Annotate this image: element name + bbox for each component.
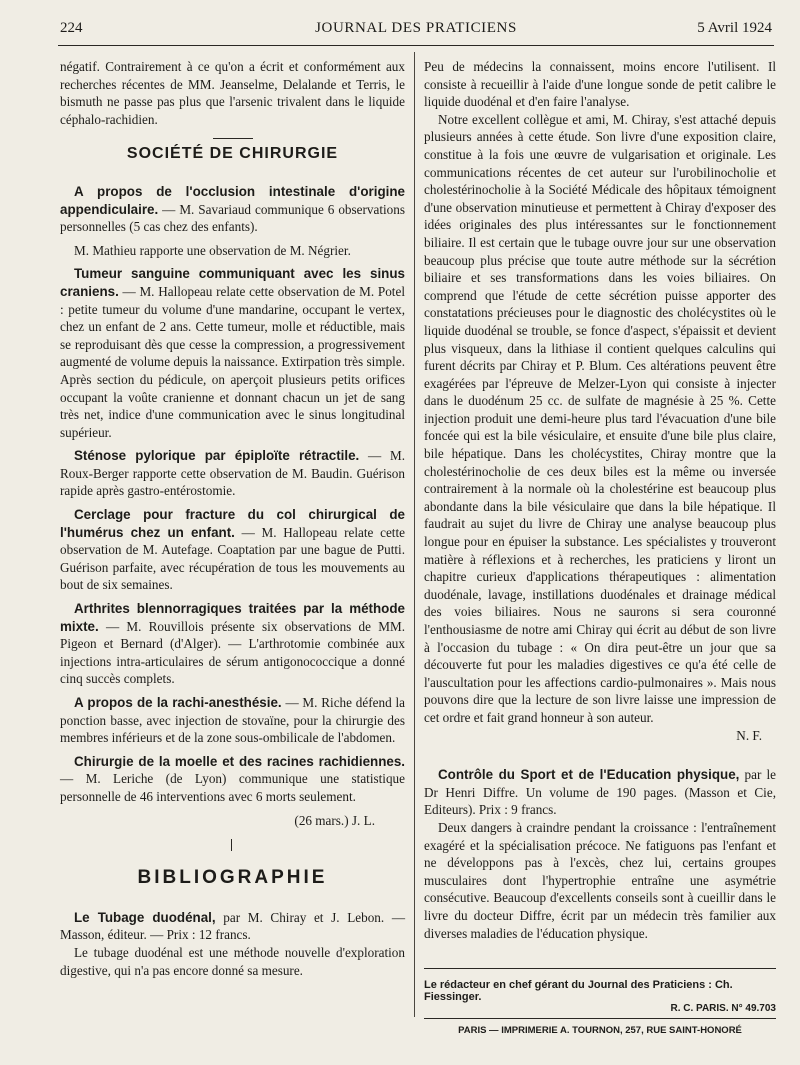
book-details: par le Dr Henri Diffre. Un volume de 190 pages. (Masson et Cie, Editeurs). Prix : 9 francs. — [424, 767, 776, 818]
book-review-text: Le tubage duodénal est une méthode nouvelle d'exploration digestive, qui n'a pas encore donné sa mesure. — [60, 944, 405, 978]
review-paragraph: Notre excellent collègue et ami, M. Chiray, s'est attaché depuis plusieurs années à cette étude. Son livre d'une exposition claire, constitue à la fois une œuvre de vulgarisation et originale. Les communications récentes de cet auteur sur l'urobilinocholie et cholestérinocholie à la Société Médicale des hôpitaux témoignent d'une observation minutieuse et permettent à Chiray d'exposer des idées originales des plus intéressantes sur le fonctionnement biliaire. Il est certain que le tubage ouvre jour sur une observation beaucoup plus précise que toute autre méthode sur la sécrétion biliaire et ses transformations dans les voies biliaires. On comprend que l'étude de cette sécrétion puisse apporter des constatations précieuses pour le diagnostic des cholécystites où le liquide duodénal se trouble, se fonce d'aspect, s'épaissit et devient plus visqueux, dans la lithiase il contient quelques calculins qui furent décrits par Chiray et P. Blum. Ces altérations peuvent être exagérées par l'épreuve de Melzer-Lyon qui consiste à injecter dans le duodénum 25 cc. de sulfate de magnésie à 25 %. Cette injection produit une demi-heure plus tard l'évacuation d'une bile foncée qui est la bile vésiculaire, et ensuite d'une bile plus claire, bile hépatique. Dans les cholécystites, Chiray montre que la cholestérinocholie de ces deux biles est la même ou inversée contrairement à la normale où la cholestérine est beaucoup plus abondante dans la bile vésiculaire que dans la bile hépatique. Il faudrait au sujet du livre de Chiray une analyse beaucoup plus longue pour en épuiser la substance. Les spécialistes y trouveront matière à réflexions et à recherches, les praticiens y liront un chapitre curieux d'applications thérapeutiques : alimentation duodénale, lavage, instillations duodénales et drainage médical des voies biliaires. Nous ne saurons si sera couronné l'enthousiasme de notre ami Chiray qui écrit au début de son livre à l'occasion du tubage : « On dira peut-être un jour que sa découverte fut pour les maladies digestives ce qu'a été celle de l'auscultation pour les affections cardio-pulmonaires ». Mais nous pouvons dire que la lecture de son livre laisse une impression de cet ordre et fait grand honneur à son auteur. — [424, 111, 776, 725]
item-title: Tumeur sanguine communiquant avec les sinus craniens. — [60, 266, 405, 299]
item-text: M. Mathieu rapporte une observation de M. Négrier. — [74, 242, 351, 258]
society-item — [60, 753, 405, 806]
book-title: Contrôle du Sport et de l'Education physique, — [438, 767, 740, 783]
book-entry — [424, 766, 776, 819]
item-text: — M. Savariaud communique 6 observations personnelles (5 cas chez des enfants). — [60, 201, 405, 235]
registration-line: R. C. PARIS. N° 49.703 — [670, 1003, 776, 1014]
item-title: A propos de l'occlusion intestinale d'origine appendiculaire. — [60, 183, 405, 217]
review-paragraph: Peu de médecins la connaissent, moins encore l'utilisent. Il consiste à recueillir à l'aide d'une longue sonde de petit calibre le liquide duodénal et d'en faire l'analyse. — [424, 59, 776, 110]
book-title: Le Tubage duodénal, — [74, 909, 216, 925]
section-rule — [213, 138, 253, 139]
book-review-text: Deux dangers à craindre pendant la croissance : l'entraînement exagéré et la spécialisation précoce. Ne fatiguons pas l'enfant et ne développons pas à l'excès, chez lui, certains groupes musculaires dont l'hypertrophie entraîne une asymétrie consécutive. Beaucoup d'excellents conseils sont à cueillir dans le livre du docteur Diffre, écrit par un médecin très familier aux diverses maladies de l'éducation physique. — [424, 819, 776, 941]
item-title: Arthrites blennorragiques traitées par la méthode mixte. — [60, 601, 405, 634]
book-entry — [60, 909, 405, 944]
item-text: — M. Leriche (de Lyon) communique une statistique personnelle de 46 interventions avec 6 morts seulement. — [60, 771, 405, 804]
item-text: — M. Hallopeau relate cette observation de M. Potel : petite tumeur du volume d'une mandarine, occupant le vertex, chez un enfant de 2 ans. Cette tumeur, molle et réductible, mais se reproduisant dès que cesse la compression, a progressivement augmenté de volume depuis la naissance. Extirpation très simple. Après section du pédicule, on aperçoit plusieurs petits orifices occupant la voûte cranienne et donnant chacun un jet de sang très net, indice d'une communication avec le sinus longitudinal supérieur. — [60, 283, 405, 440]
item-text: — M. Roux-Berger rapporte cette observation de M. Baudin. Guérison rapide après gastro-entérostomie. — [60, 448, 405, 499]
issue-date: 5 Avril 1924 — [697, 20, 772, 36]
column-divider — [414, 52, 415, 1017]
header-rule — [58, 45, 774, 46]
society-item — [60, 447, 405, 500]
journal-title: JOURNAL DES PRATICIENS — [315, 20, 517, 36]
item-text: — M. Hallopeau relate cette observation de M. Autefage. Coaptation par une bague de Putti. Guérison parfaite, avec récupération de tous les mouvements au bout de six semaines. — [60, 524, 405, 593]
society-item — [60, 183, 405, 236]
item-title: Cerclage pour fracture du col chirurgical de l'humérus chez un enfant. — [60, 507, 405, 540]
society-item — [60, 242, 405, 260]
bibliography-title: BIBLIOGRAPHIE — [137, 867, 328, 889]
item-title: Chirurgie de la moelle et des racines rachidiennes. — [74, 753, 405, 769]
item-title: A propos de la rachi-anesthésie. — [74, 695, 282, 710]
society-item — [60, 694, 405, 747]
separator-mark — [231, 839, 234, 851]
page-header — [60, 20, 772, 42]
report-signature: (26 mars.) J. L. — [294, 812, 375, 828]
editor-footer — [424, 968, 776, 1019]
item-text: — M. Riche défend la ponction basse, avec injection de stovaïne, pour la chirurgie des membres inférieurs et de la zone sous-ombilicale de l'abdomen. — [60, 695, 405, 746]
page-number: 224 — [60, 20, 83, 36]
section-title: SOCIÉTÉ DE CHIRURGIE — [126, 145, 339, 163]
book-details: par M. Chiray et J. Lebon. — Masson, éditeur. — Prix : 12 francs. — [60, 909, 406, 943]
editor-line: Le rédacteur en chef gérant du Journal des Praticiens : Ch. Fiessinger. — [424, 979, 733, 1003]
society-item — [60, 506, 405, 594]
left-column — [60, 58, 405, 979]
society-item — [60, 265, 405, 441]
review-signature: N. F. — [736, 727, 762, 743]
society-item — [60, 600, 405, 688]
printer-line: PARIS — IMPRIMERIE A. TOURNON, 257, RUE SAINT-HONORÉ — [458, 1025, 742, 1036]
item-text: — M. Rouvillois présente six observations de MM. Pigeon et Bernard (d'Alger). — L'arthrotomie combinée aux injections intra-articulaires de sérum antigonococcique a donné cinq succès complets. — [60, 618, 405, 687]
item-title: Sténose pylorique par épiploïte rétractile. — [74, 448, 360, 464]
intro-paragraph: négatif. Contrairement à ce qu'on a écrit et conformément aux recherches récentes de MM. Jeanselme, Delalande et Terris, le bismuth ne passe pas plus que l'arsenic trivalent dans le liquide céphalo-rachidien. — [60, 59, 405, 127]
right-column — [424, 58, 776, 942]
